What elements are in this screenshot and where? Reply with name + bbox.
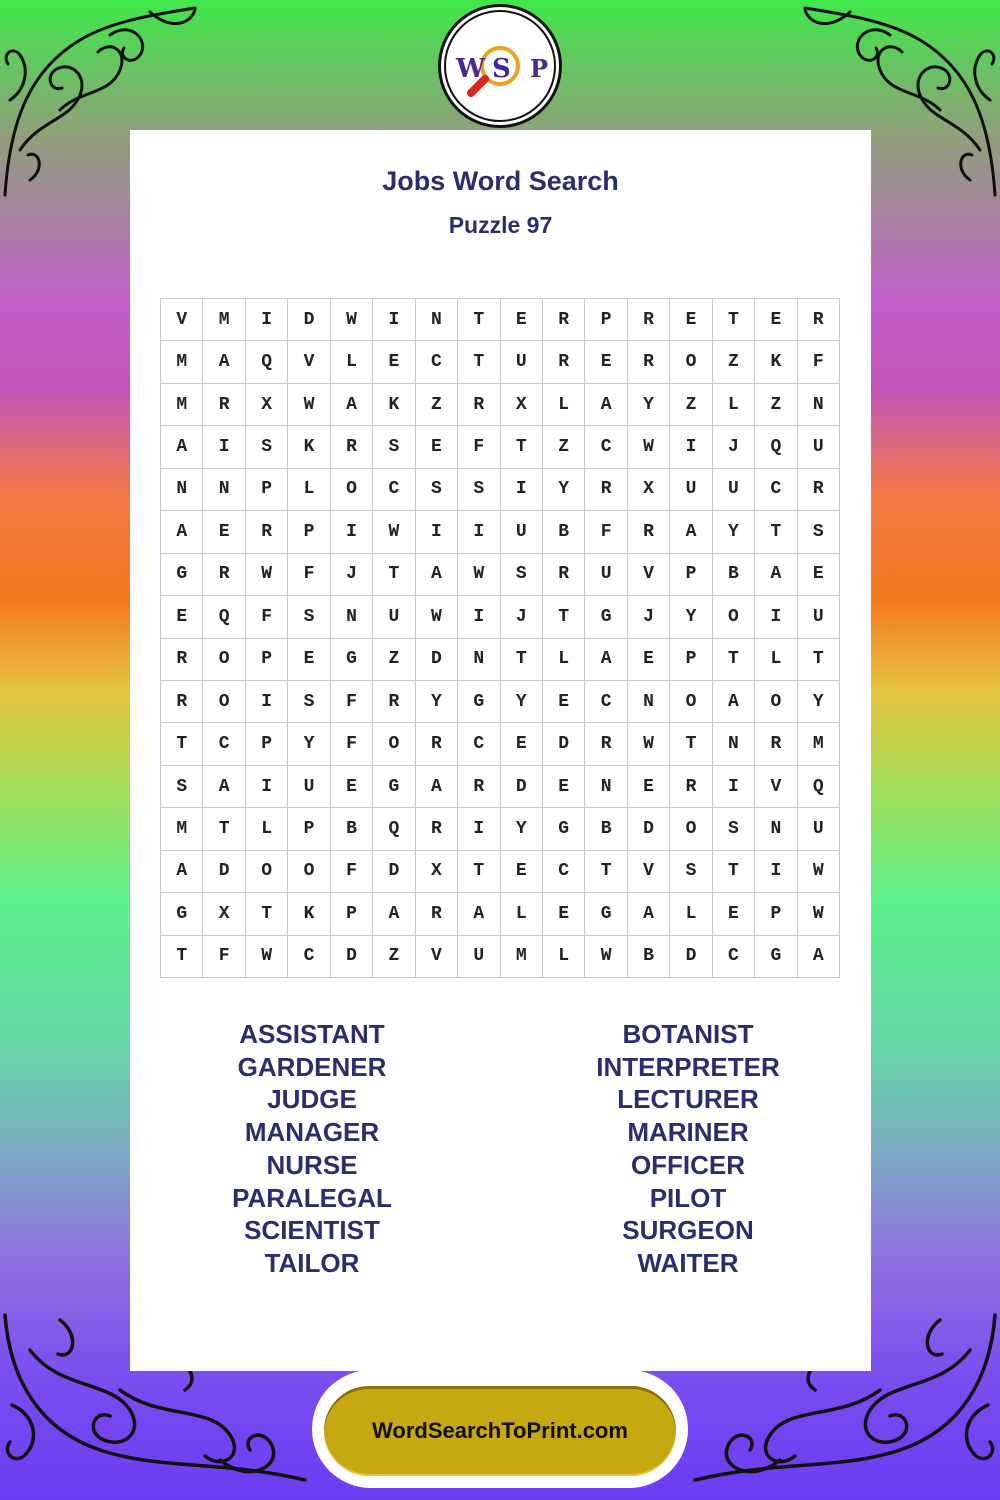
grid-cell[interactable]: V (755, 766, 797, 808)
grid-cell[interactable]: A (416, 766, 458, 808)
grid-cell[interactable]: I (373, 299, 415, 341)
site-link[interactable]: WordSearchToPrint.com (324, 1386, 676, 1476)
grid-cell[interactable]: A (373, 893, 415, 935)
grid-cell[interactable]: M (501, 936, 543, 978)
grid-cell[interactable]: R (628, 341, 670, 383)
grid-cell[interactable]: N (713, 723, 755, 765)
grid-cell[interactable]: P (670, 554, 712, 596)
grid-cell[interactable]: E (713, 893, 755, 935)
grid-cell[interactable]: D (373, 851, 415, 893)
grid-cell[interactable]: Y (713, 511, 755, 553)
grid-cell[interactable]: O (203, 681, 245, 723)
grid-cell[interactable]: R (798, 469, 840, 511)
grid-cell[interactable]: I (458, 596, 500, 638)
grid-cell[interactable]: U (798, 426, 840, 468)
grid-cell[interactable]: P (670, 639, 712, 681)
grid-cell[interactable]: I (458, 808, 500, 850)
word-list-right (538, 1018, 838, 1280)
word-list-item: LECTURER (617, 1084, 759, 1115)
grid-cell[interactable]: G (373, 766, 415, 808)
grid-cell[interactable]: K (288, 426, 330, 468)
grid-cell[interactable]: O (331, 469, 373, 511)
grid-cell[interactable]: Y (628, 384, 670, 426)
grid-cell[interactable]: E (585, 341, 627, 383)
grid-cell[interactable]: R (585, 469, 627, 511)
grid-cell[interactable]: F (331, 681, 373, 723)
grid-cell[interactable]: R (798, 299, 840, 341)
grid-cell[interactable]: E (543, 766, 585, 808)
grid-cell[interactable]: S (458, 469, 500, 511)
grid-cell[interactable]: R (585, 723, 627, 765)
grid-cell[interactable]: E (543, 681, 585, 723)
grid-cell[interactable]: C (585, 426, 627, 468)
grid-cell[interactable]: F (331, 723, 373, 765)
grid-cell[interactable]: N (755, 808, 797, 850)
grid-cell[interactable]: Z (713, 341, 755, 383)
grid-cell[interactable]: G (585, 596, 627, 638)
word-list-item: BOTANIST (622, 1019, 754, 1049)
grid-cell[interactable]: S (161, 766, 203, 808)
grid-cell[interactable]: Y (543, 469, 585, 511)
grid-cell[interactable]: M (161, 808, 203, 850)
puzzle-title: Jobs Word Search (382, 166, 619, 196)
grid-cell[interactable]: E (628, 639, 670, 681)
grid-cell[interactable]: D (288, 299, 330, 341)
grid-cell[interactable]: M (203, 299, 245, 341)
grid-cell[interactable]: F (798, 341, 840, 383)
logo-ring (444, 10, 556, 122)
grid-cell[interactable]: Y (798, 681, 840, 723)
grid-cell[interactable]: I (246, 299, 288, 341)
grid-cell[interactable]: A (161, 511, 203, 553)
grid-cell[interactable]: Q (755, 426, 797, 468)
grid-cell[interactable]: L (331, 341, 373, 383)
grid-cell[interactable]: W (246, 936, 288, 978)
grid-cell[interactable]: C (416, 341, 458, 383)
grid-cell[interactable]: N (585, 766, 627, 808)
wsp-logo[interactable] (438, 4, 562, 128)
grid-cell[interactable]: W (373, 511, 415, 553)
grid-cell[interactable]: E (543, 893, 585, 935)
grid-cell[interactable]: A (203, 766, 245, 808)
grid-cell[interactable]: R (203, 384, 245, 426)
grid-cell[interactable]: Z (755, 384, 797, 426)
grid-cell[interactable]: C (713, 936, 755, 978)
grid-cell[interactable]: L (501, 893, 543, 935)
grid-cell[interactable]: O (755, 681, 797, 723)
grid-cell[interactable]: E (755, 299, 797, 341)
grid-cell[interactable]: R (416, 723, 458, 765)
grid-cell[interactable]: J (628, 596, 670, 638)
grid-cell[interactable]: R (670, 766, 712, 808)
grid-cell[interactable]: T (161, 936, 203, 978)
grid-cell[interactable]: L (713, 384, 755, 426)
grid-cell[interactable]: R (458, 766, 500, 808)
grid-cell[interactable]: R (416, 893, 458, 935)
grid-cell[interactable]: U (713, 469, 755, 511)
grid-cell[interactable]: T (713, 851, 755, 893)
grid-cell[interactable]: R (161, 681, 203, 723)
grid-cell[interactable]: W (798, 893, 840, 935)
grid-cell[interactable]: V (416, 936, 458, 978)
grid-cell[interactable]: J (501, 596, 543, 638)
grid-cell[interactable]: U (458, 936, 500, 978)
grid-cell[interactable]: B (331, 808, 373, 850)
word-list-item: MARINER (627, 1117, 749, 1148)
logo-letter-s: S (492, 54, 511, 84)
grid-cell[interactable]: E (628, 766, 670, 808)
grid-cell[interactable]: J (713, 426, 755, 468)
grid-cell[interactable]: A (161, 426, 203, 468)
word-list-item: OFFICER (630, 1149, 746, 1180)
grid-cell[interactable]: R (543, 299, 585, 341)
grid-cell[interactable]: Z (373, 639, 415, 681)
grid-cell[interactable]: T (458, 299, 500, 341)
grid-cell[interactable]: Z (670, 384, 712, 426)
grid-cell[interactable]: F (331, 851, 373, 893)
grid-cell[interactable]: P (246, 469, 288, 511)
grid-cell[interactable]: C (288, 936, 330, 978)
grid-cell[interactable]: Z (416, 384, 458, 426)
grid-cell[interactable]: D (416, 639, 458, 681)
grid-cell[interactable]: G (161, 554, 203, 596)
grid-cell[interactable]: P (246, 639, 288, 681)
grid-cell[interactable]: Y (416, 681, 458, 723)
word-list-item: SCIENTIST (244, 1215, 380, 1246)
grid-cell[interactable]: I (713, 766, 755, 808)
grid-cell[interactable]: G (543, 808, 585, 850)
word-list-item: JUDGE (267, 1084, 357, 1115)
grid-cell[interactable]: D (501, 766, 543, 808)
grid-cell[interactable]: C (755, 469, 797, 511)
grid-cell[interactable]: I (416, 511, 458, 553)
grid-cell[interactable]: R (416, 808, 458, 850)
grid-cell[interactable]: U (670, 469, 712, 511)
grid-cell[interactable]: W (585, 936, 627, 978)
grid-cell[interactable]: G (161, 893, 203, 935)
grid-cell[interactable]: O (203, 639, 245, 681)
grid-cell[interactable]: S (713, 808, 755, 850)
word-list-left (162, 1018, 462, 1280)
grid-cell[interactable]: E (670, 299, 712, 341)
grid-cell[interactable]: W (628, 426, 670, 468)
grid-cell[interactable]: R (543, 554, 585, 596)
grid-cell[interactable]: D (203, 851, 245, 893)
grid-cell[interactable]: E (501, 299, 543, 341)
grid-cell[interactable]: N (161, 469, 203, 511)
grid-cell[interactable]: X (246, 384, 288, 426)
grid-cell[interactable]: O (713, 596, 755, 638)
grid-cell[interactable]: E (161, 596, 203, 638)
grid-cell[interactable]: I (331, 511, 373, 553)
grid-cell[interactable]: L (543, 936, 585, 978)
grid-cell[interactable]: T (543, 596, 585, 638)
grid-cell[interactable]: T (713, 299, 755, 341)
grid-cell[interactable]: L (543, 384, 585, 426)
grid-cell[interactable]: N (416, 299, 458, 341)
grid-cell[interactable]: M (161, 341, 203, 383)
grid-cell[interactable]: T (203, 808, 245, 850)
grid-cell[interactable]: D (331, 936, 373, 978)
grid-cell[interactable]: W (288, 384, 330, 426)
grid-cell[interactable]: Z (373, 936, 415, 978)
grid-cell[interactable]: B (713, 554, 755, 596)
grid-cell[interactable]: R (331, 426, 373, 468)
grid-cell[interactable]: L (755, 639, 797, 681)
grid-cell[interactable]: T (246, 893, 288, 935)
grid-cell[interactable]: S (416, 469, 458, 511)
grid-cell[interactable]: P (288, 808, 330, 850)
grid-cell[interactable]: O (670, 681, 712, 723)
grid-cell[interactable]: E (798, 554, 840, 596)
grid-cell[interactable]: Y (670, 596, 712, 638)
grid-cell[interactable]: E (501, 851, 543, 893)
grid-cell[interactable]: X (203, 893, 245, 935)
grid-cell[interactable]: P (246, 723, 288, 765)
grid-cell[interactable]: W (416, 596, 458, 638)
grid-cell[interactable]: C (543, 851, 585, 893)
grid-cell[interactable]: Y (501, 808, 543, 850)
grid-cell[interactable]: J (331, 554, 373, 596)
grid-cell[interactable]: V (628, 851, 670, 893)
grid-cell[interactable]: N (798, 384, 840, 426)
grid-cell[interactable]: R (628, 511, 670, 553)
grid-cell[interactable]: T (798, 639, 840, 681)
grid-cell[interactable]: S (288, 596, 330, 638)
grid-cell[interactable]: T (458, 851, 500, 893)
grid-cell[interactable]: A (331, 384, 373, 426)
grid-cell[interactable]: Q (798, 766, 840, 808)
grid-cell[interactable]: E (373, 341, 415, 383)
grid-cell[interactable]: E (501, 723, 543, 765)
logo-letter-p: P (530, 54, 549, 83)
grid-cell[interactable]: W (331, 299, 373, 341)
grid-cell[interactable]: A (713, 681, 755, 723)
grid-cell[interactable]: N (458, 639, 500, 681)
word-list-item: WAITER (637, 1247, 739, 1278)
grid-cell[interactable]: W (458, 554, 500, 596)
grid-cell[interactable]: N (628, 681, 670, 723)
grid-cell[interactable]: U (501, 511, 543, 553)
grid-cell[interactable]: A (628, 893, 670, 935)
grid-cell[interactable]: A (416, 554, 458, 596)
grid-cell[interactable]: T (373, 554, 415, 596)
grid-cell[interactable]: A (755, 554, 797, 596)
grid-cell[interactable]: I (755, 851, 797, 893)
grid-cell[interactable]: A (585, 639, 627, 681)
grid-cell[interactable]: R (628, 299, 670, 341)
grid-cell[interactable]: E (288, 639, 330, 681)
grid-cell[interactable]: I (501, 469, 543, 511)
grid-cell[interactable]: Q (373, 808, 415, 850)
grid-cell[interactable]: U (501, 341, 543, 383)
grid-cell[interactable]: I (246, 766, 288, 808)
grid-cell[interactable]: U (585, 554, 627, 596)
grid-cell[interactable]: L (288, 469, 330, 511)
grid-cell[interactable]: R (755, 723, 797, 765)
grid-cell[interactable]: R (543, 341, 585, 383)
grid-cell[interactable]: O (246, 851, 288, 893)
grid-cell[interactable]: Q (246, 341, 288, 383)
grid-cell[interactable]: W (798, 851, 840, 893)
grid-cell[interactable]: U (798, 596, 840, 638)
grid-cell[interactable]: T (458, 341, 500, 383)
word-list-item: INTERPRETER (596, 1051, 780, 1082)
grid-cell[interactable]: B (543, 511, 585, 553)
grid-cell[interactable]: K (288, 893, 330, 935)
grid-cell[interactable]: V (288, 341, 330, 383)
grid-cell[interactable]: A (585, 384, 627, 426)
grid-cell[interactable]: U (288, 766, 330, 808)
grid-cell[interactable]: V (628, 554, 670, 596)
grid-cell[interactable]: S (288, 681, 330, 723)
grid-cell[interactable]: F (246, 596, 288, 638)
grid-cell[interactable]: D (543, 723, 585, 765)
grid-cell[interactable]: G (585, 893, 627, 935)
grid-cell[interactable]: G (331, 639, 373, 681)
grid-cell[interactable]: A (161, 851, 203, 893)
grid-cell[interactable]: C (373, 469, 415, 511)
word-list-item: MANAGER (244, 1117, 380, 1148)
grid-cell[interactable]: B (585, 808, 627, 850)
grid-cell[interactable]: T (161, 723, 203, 765)
grid-cell[interactable]: M (798, 723, 840, 765)
grid-cell[interactable]: R (161, 639, 203, 681)
grid-cell[interactable]: X (416, 851, 458, 893)
grid-cell[interactable]: Z (543, 426, 585, 468)
grid-cell[interactable]: X (628, 469, 670, 511)
grid-cell[interactable]: A (458, 893, 500, 935)
grid-cell[interactable]: O (670, 808, 712, 850)
grid-cell[interactable]: Y (501, 681, 543, 723)
letter-grid (160, 298, 840, 978)
grid-cell[interactable]: C (203, 723, 245, 765)
grid-cell[interactable]: N (203, 469, 245, 511)
grid-cell[interactable]: D (670, 936, 712, 978)
footer-badge (312, 1370, 688, 1488)
grid-cell[interactable]: E (331, 766, 373, 808)
grid-cell[interactable]: I (670, 426, 712, 468)
grid-cell[interactable]: P (585, 299, 627, 341)
grid-cell[interactable]: W (246, 554, 288, 596)
word-list-item: PARALEGAL (232, 1182, 392, 1213)
grid-cell[interactable]: P (755, 893, 797, 935)
logo-letter-w: W (456, 54, 486, 84)
grid-cell[interactable]: L (670, 893, 712, 935)
grid-cell[interactable]: T (755, 511, 797, 553)
grid-cell[interactable]: R (458, 384, 500, 426)
grid-cell[interactable]: I (755, 596, 797, 638)
grid-cell[interactable]: I (203, 426, 245, 468)
grid-cell[interactable]: V (161, 299, 203, 341)
grid-cell[interactable]: A (203, 341, 245, 383)
word-list-item: NURSE (266, 1149, 358, 1180)
grid-cell[interactable]: L (246, 808, 288, 850)
grid-cell[interactable]: O (373, 723, 415, 765)
grid-cell[interactable]: T (670, 723, 712, 765)
word-list-item: ASSISTANT (239, 1019, 385, 1049)
grid-cell[interactable]: B (628, 936, 670, 978)
grid-cell[interactable]: F (203, 936, 245, 978)
grid-cell[interactable]: G (458, 681, 500, 723)
word-list-item: TAILOR (264, 1247, 360, 1278)
grid-cell[interactable]: A (798, 936, 840, 978)
grid-cell[interactable]: S (246, 426, 288, 468)
grid-cell[interactable]: O (288, 851, 330, 893)
grid-cell[interactable]: U (373, 596, 415, 638)
puzzle-card (130, 130, 871, 1371)
grid-cell[interactable]: A (670, 511, 712, 553)
grid-cell[interactable]: C (585, 681, 627, 723)
grid-cell[interactable]: E (416, 426, 458, 468)
grid-cell[interactable]: D (628, 808, 670, 850)
grid-cell[interactable]: S (501, 554, 543, 596)
word-list-item: GARDENER (237, 1051, 387, 1082)
grid-cell[interactable]: T (713, 639, 755, 681)
grid-cell[interactable]: F (458, 426, 500, 468)
grid-cell[interactable]: T (585, 851, 627, 893)
grid-cell[interactable]: Y (288, 723, 330, 765)
grid-cell[interactable]: G (755, 936, 797, 978)
grid-cell[interactable]: K (373, 384, 415, 426)
grid-cell[interactable]: I (246, 681, 288, 723)
grid-cell[interactable]: E (203, 511, 245, 553)
word-list-item: PILOT (649, 1182, 727, 1213)
puzzle-subtitle: Puzzle 97 (448, 212, 553, 238)
grid-cell[interactable]: C (458, 723, 500, 765)
grid-cell[interactable]: F (585, 511, 627, 553)
grid-cell[interactable]: P (331, 893, 373, 935)
grid-cell[interactable]: T (501, 426, 543, 468)
grid-cell[interactable]: U (798, 808, 840, 850)
grid-cell[interactable]: L (543, 639, 585, 681)
grid-cell[interactable]: X (501, 384, 543, 426)
grid-cell[interactable]: P (288, 511, 330, 553)
word-list-item: SURGEON (622, 1215, 754, 1246)
grid-cell[interactable]: R (373, 681, 415, 723)
grid-cell[interactable]: T (501, 639, 543, 681)
grid-cell[interactable]: W (628, 723, 670, 765)
grid-cell[interactable]: F (288, 554, 330, 596)
grid-cell[interactable]: I (458, 511, 500, 553)
grid-cell[interactable]: N (331, 596, 373, 638)
grid-cell[interactable]: S (670, 851, 712, 893)
grid-cell[interactable]: R (246, 511, 288, 553)
grid-cell[interactable]: O (670, 341, 712, 383)
grid-cell[interactable]: Q (203, 596, 245, 638)
grid-cell[interactable]: K (755, 341, 797, 383)
grid-cell[interactable]: S (798, 511, 840, 553)
grid-cell[interactable]: M (161, 384, 203, 426)
grid-cell[interactable]: S (373, 426, 415, 468)
grid-cell[interactable]: R (203, 554, 245, 596)
